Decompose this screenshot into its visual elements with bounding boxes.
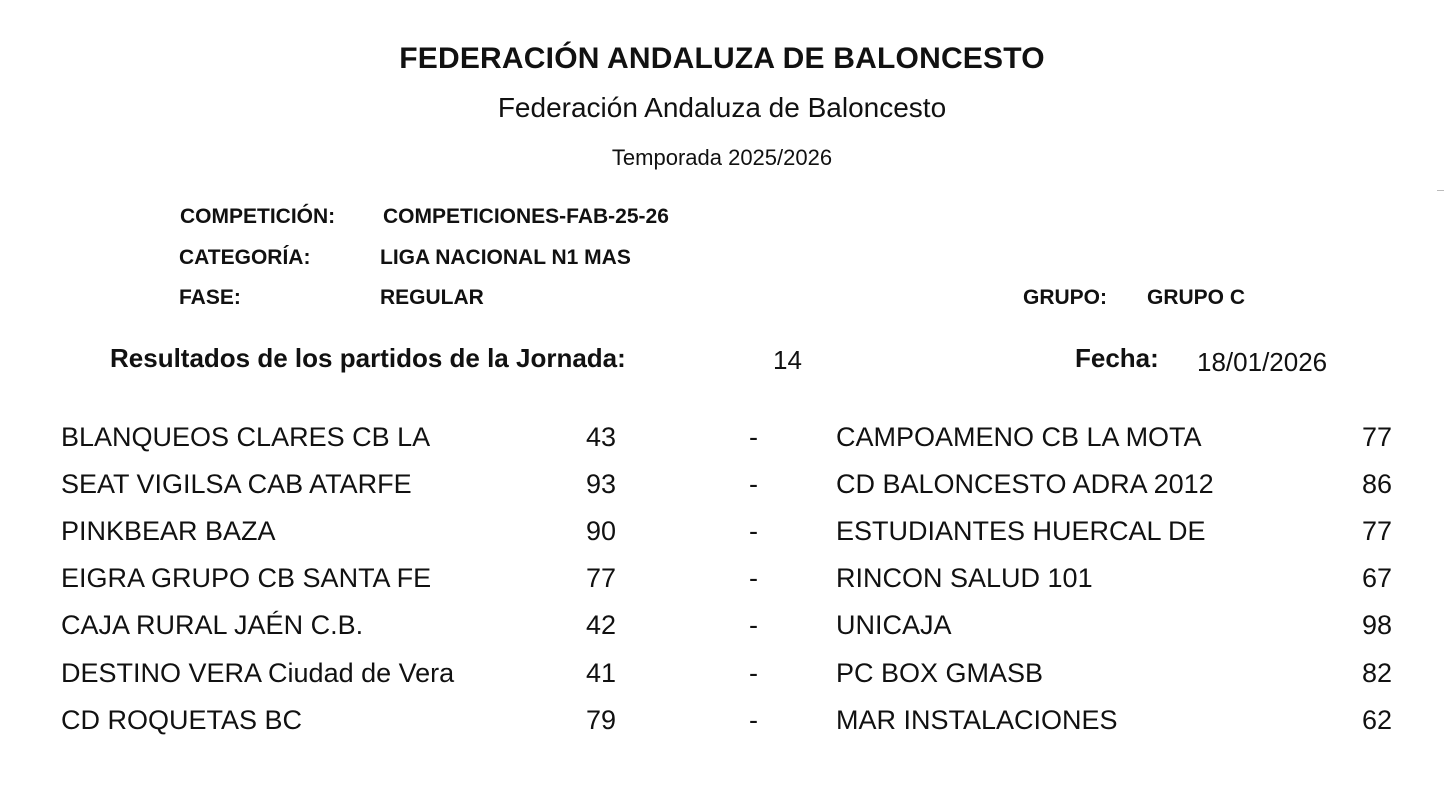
fecha-label: Fecha:: [1075, 343, 1159, 373]
home-score: 41: [586, 658, 617, 688]
season-label: Temporada 2025/2026: [611, 145, 833, 170]
home-score: 79: [586, 705, 617, 735]
document-subtitle: Federación Andaluza de Baloncesto: [497, 92, 947, 123]
grupo-label: GRUPO:: [1023, 286, 1107, 309]
result-row: [0, 606, 1444, 653]
home-team: DESTINO VERA Ciudad de Vera: [61, 658, 455, 688]
home-team: SEAT VIGILSA CAB ATARFE: [61, 469, 412, 499]
categoria-label: CATEGORÍA:: [179, 246, 311, 269]
score-separator: -: [749, 469, 758, 499]
away-team: CD BALONCESTO ADRA 2012: [836, 469, 1214, 499]
home-team: BLANQUEOS CLARES CB LA: [61, 422, 431, 452]
away-team: RINCON SALUD 101: [836, 563, 1093, 593]
home-team: CD ROQUETAS BC: [61, 705, 303, 735]
home-team: EIGRA GRUPO CB SANTA FE: [61, 563, 432, 593]
away-score: 82: [1362, 658, 1393, 688]
away-score: 77: [1362, 422, 1393, 452]
result-row: [0, 418, 1444, 465]
score-separator: -: [749, 658, 758, 688]
competicion-value: COMPETICIONES-FAB-25-26: [383, 205, 669, 228]
score-separator: -: [749, 563, 758, 593]
fase-label: FASE:: [179, 286, 241, 309]
away-team: CAMPOAMENO CB LA MOTA: [836, 422, 1202, 452]
fase-value: REGULAR: [380, 286, 484, 309]
jornada-label: Resultados de los partidos de la Jornada:: [110, 343, 626, 373]
away-score: 86: [1362, 469, 1393, 499]
home-team: CAJA RURAL JAÉN C.B.: [61, 610, 364, 640]
competicion-label: COMPETICIÓN:: [180, 205, 336, 228]
score-separator: -: [749, 610, 758, 640]
away-score: 98: [1362, 610, 1393, 640]
score-separator: -: [749, 516, 758, 546]
categoria-value: LIGA NACIONAL N1 MAS: [380, 246, 631, 269]
result-row: [0, 465, 1444, 512]
edge-mark: [1437, 190, 1444, 191]
away-team: UNICAJA: [836, 610, 952, 640]
away-team: MAR INSTALACIONES: [836, 705, 1118, 735]
home-score: 93: [586, 469, 617, 499]
score-separator: -: [749, 705, 758, 735]
result-row: [0, 559, 1444, 606]
away-score: 62: [1362, 705, 1393, 735]
home-team: PINKBEAR BAZA: [61, 516, 276, 546]
home-score: 90: [586, 516, 617, 546]
home-score: 43: [586, 422, 617, 452]
grupo-value: GRUPO C: [1147, 286, 1246, 309]
home-score: 77: [586, 563, 617, 593]
document-title: FEDERACIÓN ANDALUZA DE BALONCESTO: [399, 42, 1045, 75]
away-team: ESTUDIANTES HUERCAL DE: [836, 516, 1206, 546]
away-team: PC BOX GMASB: [836, 658, 1044, 688]
result-row: [0, 701, 1444, 748]
away-score: 67: [1362, 563, 1393, 593]
jornada-number: 14: [773, 345, 802, 375]
fecha-value: 18/01/2026: [1197, 347, 1328, 377]
away-score: 77: [1362, 516, 1393, 546]
result-row: [0, 512, 1444, 559]
home-score: 42: [586, 610, 617, 640]
score-separator: -: [749, 422, 758, 452]
result-row: [0, 654, 1444, 701]
